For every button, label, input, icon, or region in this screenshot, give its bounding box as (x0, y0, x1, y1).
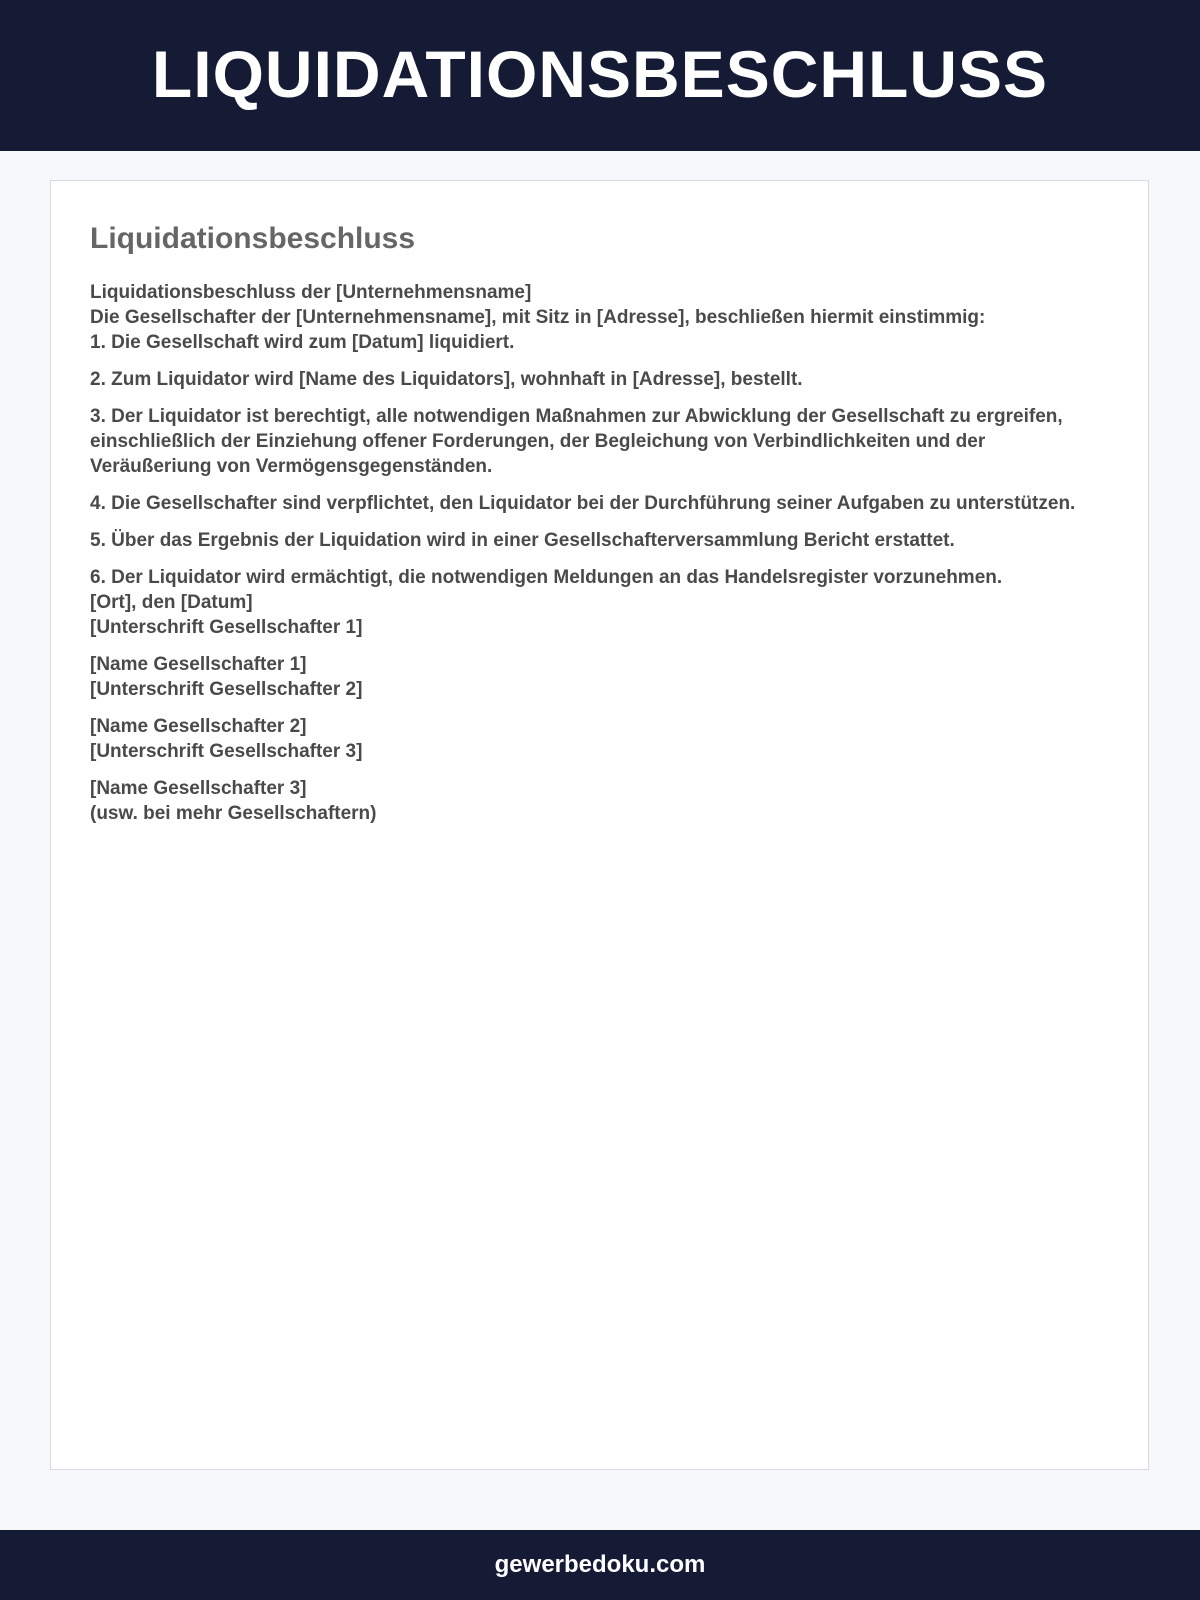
document-card (50, 180, 1149, 1470)
document-paragraph: 2. Zum Liquidator wird [Name des Liquidators], wohnhaft in [Adresse], bestellt. (90, 369, 803, 390)
document-paragraph: 6. Der Liquidator wird ermächtigt, die notwendigen Meldungen an das Handelsregister vorzunehmen. [Ort], den [Datum] [Unterschrift Gesellschafter 1] (90, 567, 1003, 638)
document-paragraph: [Name Gesellschafter 1] [Unterschrift Gesellschafter 2] (90, 654, 363, 700)
footer-bar (0, 1530, 1200, 1600)
document-paragraph: Liquidationsbeschluss der [Unternehmensname] Die Gesellschafter der [Unternehmensname], mit Sitz in [Adresse], beschließen hiermit einstimmig: 1. Die Gesellschaft wird zum [Datum] liquidiert. (90, 282, 986, 353)
document-paragraph: [Name Gesellschafter 3] (usw. bei mehr Gesellschaftern) (90, 778, 377, 824)
document-heading: Liquidationsbeschluss (90, 222, 416, 255)
page-title: LIQUIDATIONSBESCHLUSS (151, 37, 1049, 111)
header-bar (0, 0, 1200, 151)
document-paragraph: 4. Die Gesellschafter sind verpflichtet, den Liquidator bei der Durchführung seiner Aufgaben zu unterstützen. (90, 493, 1076, 514)
document-paragraph: 3. Der Liquidator ist berechtigt, alle notwendigen Maßnahmen zur Abwicklung der Gesellschaft zu ergreifen, einschließlich der Einziehung offener Forderungen, der Begleichung von Verbindlichkeiten und der Veräußeriung von Vermögensgegenständen. (90, 406, 1063, 477)
document-paragraph: [Name Gesellschafter 2] [Unterschrift Gesellschafter 3] (90, 716, 363, 762)
document-paragraph: 5. Über das Ergebnis der Liquidation wird in einer Gesellschafterversammlung Bericht erstattet. (90, 530, 955, 551)
document-body (90, 280, 1108, 826)
footer-site-name: gewerbedoku.com (494, 1551, 706, 1578)
